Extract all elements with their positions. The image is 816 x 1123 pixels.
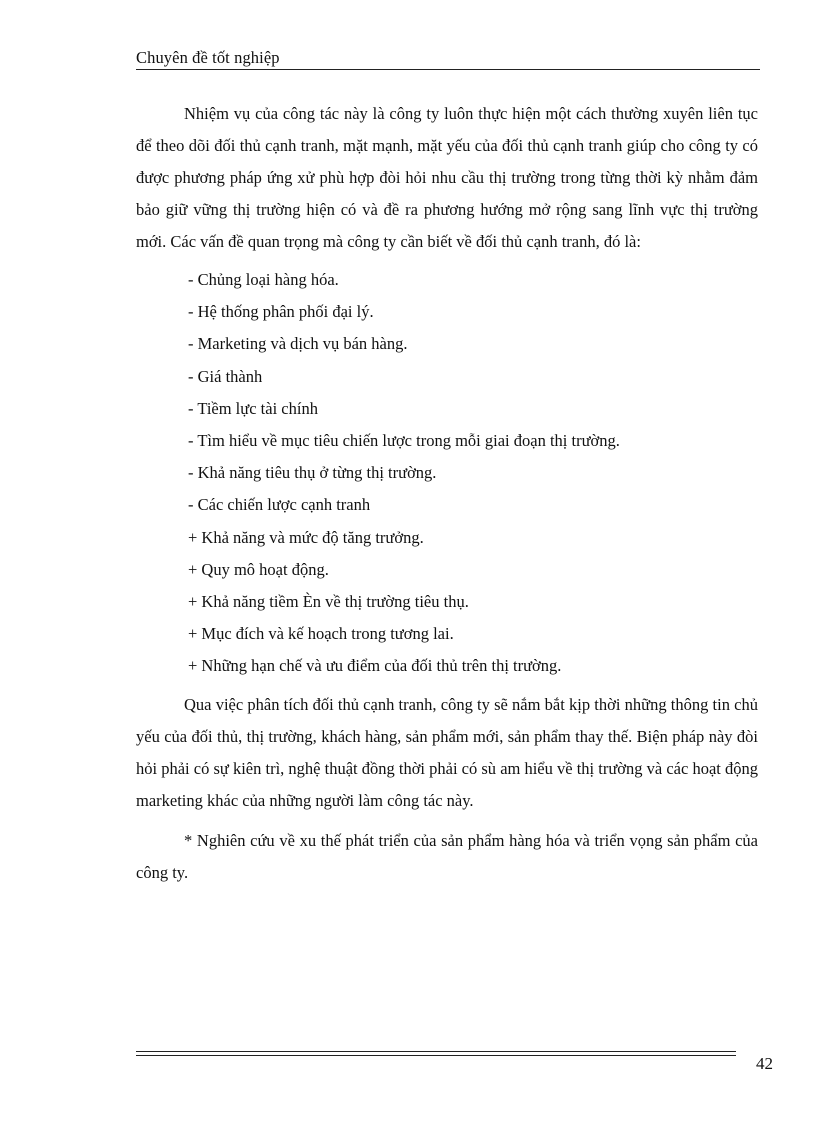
list-item: - Tiềm lực tài chính [188,398,318,418]
paragraph-trend: * Nghiên cứu về xu thế phát triển của sản phẩm hàng hóa và triển vọng sản phẩm của công ty. [136,830,758,882]
list-item: - Chủng loại hàng hóa. [188,270,339,289]
list-item: + Quy mô hoạt động. [188,559,329,579]
list-item: + Khả năng tiềm Èn về thị trường tiêu thụ. [188,592,469,612]
paragraph-analysis: Qua việc phân tích đối thủ cạnh tranh, công ty sẽ nắm bắt kịp thời những thông tin chủ yếu của đối thủ, thị trường, khách hàng, sản phẩm mới, sản phẩm thay thế. Biện pháp này đòi hỏi phải có sự kiên trì, nghệ thuật đồng thời phải có sù am hiểu về thị trường và các hoạt động marketing khác của những người làm công tác này. [136,694,758,810]
document-body [136,98,758,889]
page-header [136,48,760,70]
list-item: - Giá thành [188,366,263,386]
list-item: + Khả năng và mức độ tăng trưởng. [188,527,424,547]
page-number: 42 [756,1054,773,1073]
list-item: - Các chiến lược cạnh tranh [188,495,371,515]
header-title: Chuyên đề tốt nghiệp [136,48,280,67]
list-item: + Mục đích và kế hoạch trong tương lai. [188,624,454,644]
list-item: - Khả năng tiêu thụ ở từng thị trường. [188,463,437,483]
footer-rule-double [136,1055,736,1056]
paragraph-spacer [136,817,758,825]
competitor-factor-list [136,264,758,683]
list-item: - Tìm hiểu về mục tiêu chiến lược trong mỗi giai đoạn thị trường. [188,431,620,451]
list-item: - Hệ thống phân phối đại lý. [188,302,374,322]
list-item: + Những hạn chế và ưu điểm của đối thủ trên thị trường. [188,656,562,676]
paragraph-intro: Nhiệm vụ của công tác này là công ty luôn thực hiện một cách thường xuyên liên tục để theo dõi đối thủ cạnh tranh, mặt mạnh, mặt yếu của đối thủ cạnh tranh giúp cho công ty có được phương pháp ứng xử phù hợp đòi hỏi nhu cầu thị trường trong từng thời kỳ nhằm đảm bảo giữ vững thị trường hiện có và đề ra phương hướng mở rộng sang lĩnh vực thị trường mới. Các vấn đề quan trọng mà công ty cần biết về đối thủ cạnh tranh, đó là: [136,104,758,251]
list-item: - Marketing và dịch vụ bán hàng. [188,334,408,354]
footer-rule [136,1051,736,1056]
